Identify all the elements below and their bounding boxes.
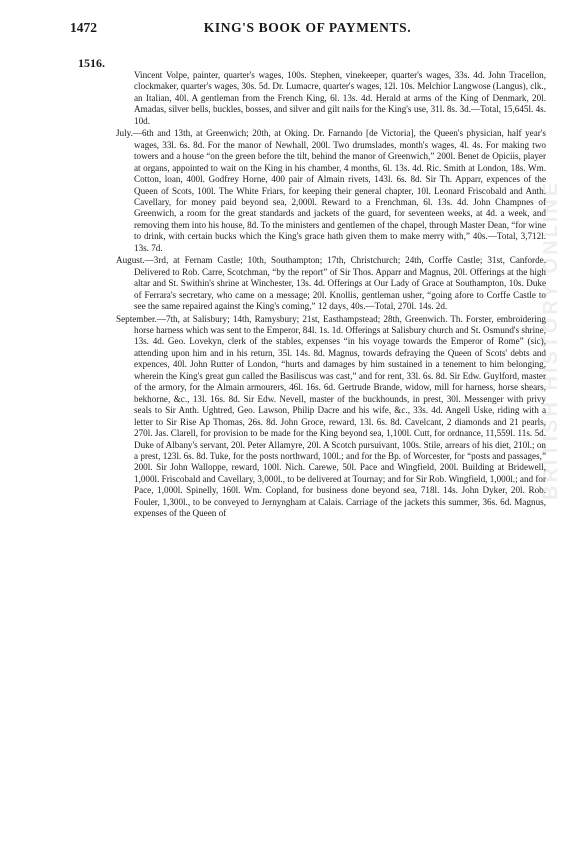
page-number: 1472 <box>70 20 97 35</box>
paragraph-september <box>116 314 546 520</box>
paragraph-july <box>116 128 546 254</box>
document-body <box>116 70 546 521</box>
paragraph-text: —6th and 13th, at Greenwich; 20th, at Oking. Dr. Farnando [de Victoria], the Queen's physician, half year's wages, 33l. 6s. 8d. For the manor of Newhall, 200l. Two drumslades, month's wages, 4l. 4s. For making two towers and a house “on the green before the tilt, behind the manor of Greenwich,” 200l. Benet de Opiciis, player at organs, appointed to wait on the King in his chamber, 4 months, 6l. 13s. 4d. Ric. Smith at London, 18s. Wm. Cotton, loan, 400l. Godfrey Horne, 400 pair of Almain rivets, 143l. 6s. 8d. Sir Th. Apparr, expences of the Queen of Scots, 100l. The White Friars, for keeping their general chapter, 10l. Leonard Friscobald and Anth. Cavellary, for money paid beyond sea, 2,000l. Reward to a Frenchman, 6l. 13s. 4d. John Champnes of Greenwich, a room for the great standards and jackets of the guard, for seventeen weeks, at 4d. a week, and removing them into his house, 8d. To the ministers and gentlemen of the chapel, through Master Dean, “for wine to drink, with certain bucks which the King's grace hath given them to make merry with,” 40s.—Total, 3,712l. 13s. 7d. <box>132 128 546 253</box>
month-label: August. <box>116 255 145 266</box>
page-header <box>70 20 545 44</box>
paragraph-text: Vincent Volpe, painter, quarter's wages, 100s. Stephen, vinekeeper, quarter's wages, 33s. 4d. John Tracellon, clockmaker, quarter's wages, 30s. 5d. Dr. Lumacre, quarter's wages, 12l. 10s. Melchior Langwose (Langus), clk., an Italian, 40l. A gentleman from the French King, 6l. 13s. 4d. Herald at arms of the King of Denmark, 20l. Amadas, silver bells, buckles, bosses, and silver and gilt nails for the King's use, 31l. 8s. 3d.—Total, 15,645l. 4s. 10d. <box>134 70 546 126</box>
paragraph-text: —3rd, at Fernam Castle; 10th, Southampton; 17th, Christchurch; 24th, Corffe Castle; 31st, Canforde. Delivered to Rob. Carre, Scotchman, “by the report” of Sir Thos. Apparr and Magnus, 20l. Offerings at the high altar and St. Swithin's shrine at Winchester, 13s. 4d. Offerings at Our Lady of Grace at Southampton, 10s. Duke of Ferrara's secretary, who came on a message; 20l. Knollis, gentleman usher, “going afore to Corffe Castle to see the same repaired against the King's coming,” 12 days, 40s.—Total, 270l. 14s. 2d. <box>134 255 546 312</box>
year-heading: 1516. <box>78 56 105 70</box>
paragraph-continuation <box>116 70 546 127</box>
month-label: July. <box>116 128 133 139</box>
month-label: September. <box>116 313 157 324</box>
watermark: BRITISH HISTORY ONLINE <box>540 179 562 500</box>
running-title: KING'S BOOK OF PAYMENTS. <box>203 20 412 35</box>
paragraph-text: —7th, at Salisbury; 14th, Ramysbury; 21st, Easthampstead; 28th, Greenwich. Th. Forster, embroidering horse harness which was sent to the Emperor, 84l. 1s. 1d. Offerings at Salisbury church and St. Osmund's shrine, 13s. 4d. Geo. Lovekyn, clerk of the stables, expenses “in his voyage towards the Emperor of Rome” (sic), attending upon him and in his return, 35l. 14s. 8d. Magnus, towards defraying the Queen of Scots' debts and expences, 40l. John Rutter of London, “hurts and damages by him sustained in a tenement to him belonging, wherein the King's great gun called the Basiliscus was cast,” and for rent, 33l. 6s. 8d. Sir Edw. Guylford, master of the armory, for the Almain armourers, 46l. 16s. 6d. Gertrude Brande, widow, mill for harness, horse shears, bekhorne, &c., 13l. 16s. 8d. Sir Edw. Nevell, master of the buckhounds, in prest, 30l. Messenger with privy seals to Sir Anth. Ughtred, Geo. Lawson, Philip Dacre and his wife, &c., 33s. 4d. Angell Uske, riding with a letter to Sir Rise Ap Thomas, 26s. 8d. John Groce, reward, 13l. 6s. 8d. Cavelcant, 2 diamonds and 21 pearls, 270l. Jas. Clarell, for provision to be made for the King beyond sea, 1,100l. Cutt, for ordnance, 11,559l. 11s. 5d. Duke of Albany's servant, 20l. Peter Allamyre, 20l. A Scotch pursuivant, 100s. Stile, arrears of his diet, 210l.; on a prest, 123l. 6s. 8d. Tuke, for the posts northward, 100l.; and for the Bp. of Worcester, for “posts and passages,” 200l. Sir John Walloppe, reward, 100l. Nich. Carewe, 50l. Pace and Wingfield, 200l. Building at Bridewell, 1,000l. Friscobald and Cavellary, 3,000l., to be delivered at Tournay; and for Sir Rob. Wingfield, 1,000l.; and for Pace, 1,000l. Spinelly, 160l. Wm. Copland, for business done beyond sea, 718l. 14s. John Dyker, 20l. Rob. Fouler, 1,300l., to be conveyed to Jernyngham at Calais. Carriage of the jackets this summer, 36s. 6d. Magnus, expenses of the Queen of <box>134 313 546 519</box>
paragraph-august <box>116 255 546 312</box>
